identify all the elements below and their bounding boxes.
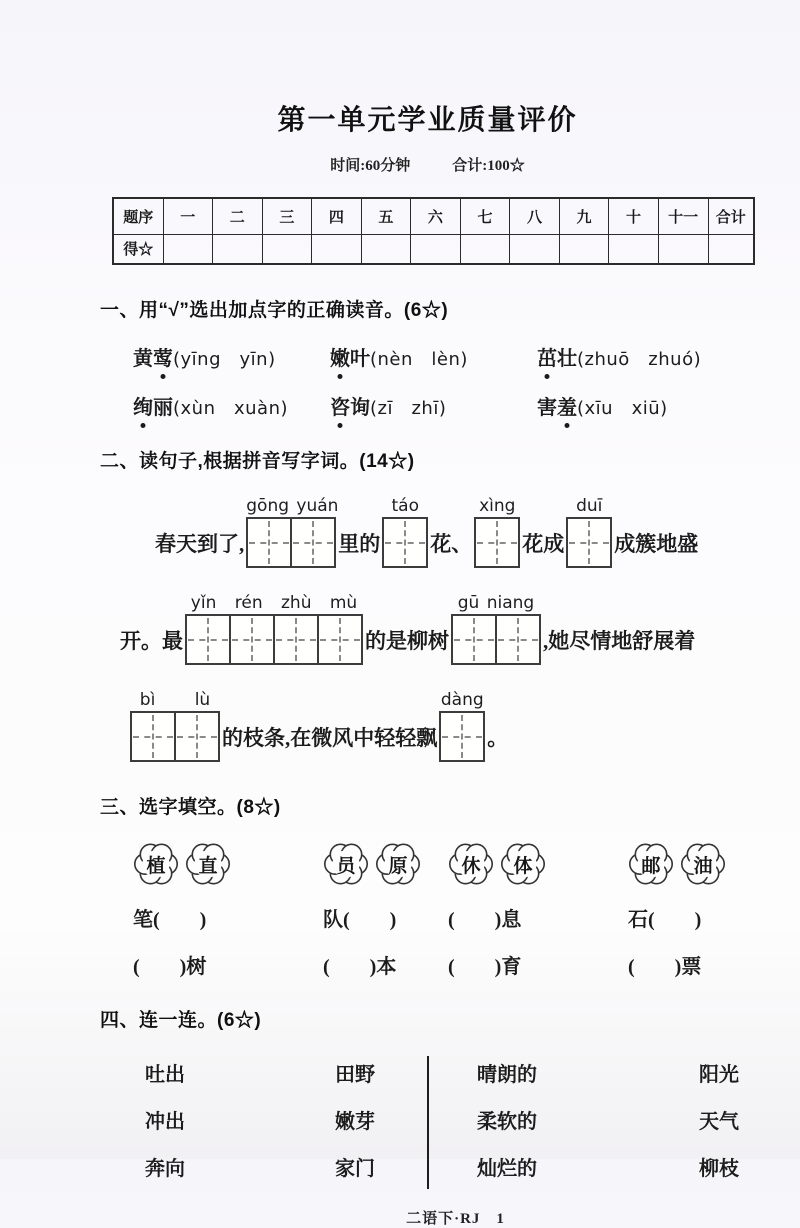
question-3-heading: 三、选字填空。(8☆) — [100, 797, 281, 818]
writing-box — [474, 517, 520, 568]
flower-char — [448, 841, 494, 887]
pinyin-options: (xùn xuàn) — [173, 398, 289, 419]
match-item: 阳光 — [699, 1064, 739, 1086]
match-item: 吐出 — [145, 1064, 185, 1086]
pinyin-options: (yīng yīn) — [173, 349, 276, 370]
flower-char-text: 原 — [388, 855, 408, 877]
sentence-text: 。 — [487, 725, 509, 750]
pinyin-label: dàng — [440, 690, 484, 710]
q3-fill-row-1 — [133, 903, 755, 932]
pinyin-label: táo — [391, 496, 419, 516]
word-part: 叶 — [350, 348, 370, 370]
fill-blank: 队( ) — [323, 909, 397, 931]
header-cell: 三 — [262, 198, 312, 234]
word-part: 害 — [537, 397, 557, 419]
header-cell: 六 — [411, 198, 461, 234]
score-cell — [213, 234, 263, 264]
flower-char-text: 体 — [513, 855, 533, 877]
flower-char — [375, 841, 421, 887]
fill-blank: ( )育 — [448, 956, 522, 978]
flower-char-text: 植 — [146, 855, 166, 877]
q4-column-verbs — [145, 1052, 335, 1193]
score-cell — [361, 234, 411, 264]
dotted-char: 绚 — [133, 391, 153, 420]
pinyin-label: gū niang — [457, 593, 535, 613]
word-part: 丽 — [153, 397, 173, 419]
write-box-group — [185, 593, 363, 665]
box-row — [451, 614, 541, 665]
pinyin-label: yǐn rén zhù mù — [190, 593, 358, 613]
flower-pair — [133, 841, 323, 887]
score-cell — [262, 234, 312, 264]
match-item: 天气 — [699, 1111, 739, 1133]
writing-box — [130, 711, 176, 762]
flower-char — [185, 841, 231, 887]
question-1-heading: 一、用“√”选出加点字的正确读音。(6☆) — [100, 300, 449, 321]
match-item: 灿烂的 — [477, 1158, 537, 1180]
flower-char — [680, 841, 726, 887]
flower-pair — [448, 841, 628, 887]
word-part: 壮 — [557, 348, 577, 370]
q1-row-1 — [133, 342, 755, 371]
sentence-text: 里的 — [338, 531, 381, 556]
q3-fill-row-2 — [133, 950, 755, 979]
sentence-text: 的枝条,在微风中轻轻飘 — [222, 725, 438, 750]
pinyin-options: (xīu xiū) — [577, 398, 668, 419]
fill-blank: ( )本 — [323, 956, 397, 978]
flower-char-text: 员 — [336, 855, 356, 877]
box-row — [382, 517, 428, 568]
q2-line-1 — [155, 496, 755, 568]
sentence-text: 的是柳树 — [365, 628, 449, 653]
dotted-char: 茁 — [537, 342, 557, 371]
writing-box — [451, 614, 497, 665]
exam-meta — [100, 154, 755, 175]
write-box-group — [451, 593, 541, 665]
page-footer: 二语下·RJ 1 — [406, 1211, 505, 1227]
question-1 — [100, 295, 755, 420]
writing-box — [495, 614, 541, 665]
score-cell — [658, 234, 708, 264]
flower-pair — [628, 841, 755, 887]
fill-blank: ( )息 — [448, 909, 522, 931]
write-box-group — [439, 690, 485, 762]
header-cell: 题序 — [113, 198, 163, 234]
match-item: 嫩芽 — [335, 1111, 375, 1133]
header-cell: 一 — [163, 198, 213, 234]
dotted-char: 嫩 — [330, 342, 350, 371]
pinyin-options: (zī zhī) — [370, 398, 447, 419]
q2-line-3 — [128, 690, 755, 762]
score-table — [112, 197, 755, 265]
header-cell: 八 — [510, 198, 560, 234]
sentence-text: ,她尽情地舒展着 — [543, 628, 696, 653]
vertical-divider — [427, 1056, 429, 1189]
write-box-group — [382, 496, 428, 568]
writing-box — [185, 614, 231, 665]
match-item: 田野 — [335, 1064, 375, 1086]
q1-item — [133, 391, 330, 420]
header-cell: 七 — [460, 198, 510, 234]
score-cell — [609, 234, 659, 264]
header-cell: 二 — [213, 198, 263, 234]
question-3 — [100, 792, 755, 979]
box-row — [130, 711, 220, 762]
match-item: 晴朗的 — [477, 1064, 537, 1086]
q1-item — [330, 391, 537, 420]
q1-item — [537, 391, 668, 420]
writing-box — [174, 711, 220, 762]
flower-pair — [323, 841, 448, 887]
flower-char — [628, 841, 674, 887]
word-part: 黄 — [133, 348, 153, 370]
question-2-heading: 二、读句子,根据拼音写字词。(14☆) — [100, 451, 415, 472]
pinyin-label: bì lù — [139, 690, 211, 710]
q4-column-adjectives — [477, 1052, 699, 1193]
q1-item — [330, 342, 537, 371]
box-row — [246, 517, 336, 568]
flower-char-text: 休 — [461, 855, 481, 877]
box-row — [185, 614, 363, 665]
writing-box — [317, 614, 363, 665]
writing-box — [290, 517, 336, 568]
score-cell — [411, 234, 461, 264]
match-item: 家门 — [335, 1158, 375, 1180]
writing-box — [566, 517, 612, 568]
word-part: 询 — [350, 397, 370, 419]
write-box-group — [566, 496, 612, 568]
score-row-label: 得☆ — [113, 234, 163, 264]
score-cell — [312, 234, 362, 264]
flower-char — [323, 841, 369, 887]
q1-row-2 — [133, 391, 755, 420]
q2-line-2 — [120, 593, 755, 665]
q3-flower-row — [133, 841, 755, 887]
q4-column-nouns — [335, 1052, 427, 1193]
flower-char-text: 油 — [693, 855, 713, 877]
fill-blank: ( )树 — [133, 956, 207, 978]
dotted-char: 咨 — [330, 391, 350, 420]
total-label: 合计:100☆ — [452, 158, 525, 174]
write-box-group — [474, 496, 520, 568]
q1-item — [133, 342, 330, 371]
question-4-heading: 四、连一连。(6☆) — [100, 1010, 262, 1031]
pinyin-label: gōng yuán — [246, 496, 339, 516]
score-cell — [559, 234, 609, 264]
score-table-header-row — [113, 198, 754, 234]
flower-char-text: 直 — [198, 855, 218, 877]
match-item: 柔软的 — [477, 1111, 537, 1133]
writing-box — [229, 614, 275, 665]
write-box-group — [246, 496, 339, 568]
writing-box — [382, 517, 428, 568]
match-item: 奔向 — [145, 1158, 185, 1180]
score-cell — [708, 234, 754, 264]
score-table-score-row — [113, 234, 754, 264]
dotted-char: 羞 — [557, 391, 577, 420]
pinyin-label: duī — [576, 496, 603, 516]
match-item: 冲出 — [145, 1111, 185, 1133]
flower-char — [133, 841, 179, 887]
flower-char — [500, 841, 546, 887]
sentence-text: 花、 — [430, 531, 473, 556]
pinyin-label: xìng — [479, 496, 516, 516]
dotted-char: 莺 — [153, 342, 173, 371]
sentence-text: 开。最 — [120, 628, 183, 653]
q4-matching-area — [145, 1052, 755, 1193]
write-box-group — [130, 690, 220, 762]
question-4 — [100, 1005, 755, 1193]
pinyin-options: (zhuō zhuó) — [577, 349, 702, 370]
sentence-text: 花成 — [522, 531, 565, 556]
match-item: 柳枝 — [699, 1158, 739, 1180]
question-2 — [100, 446, 755, 762]
box-row — [439, 711, 485, 762]
score-cell — [510, 234, 560, 264]
header-cell: 合计 — [708, 198, 754, 234]
score-cell — [163, 234, 213, 264]
sentence-text: 春天到了, — [155, 531, 245, 556]
page-title: 第一单元学业质量评价 — [277, 105, 578, 136]
box-row — [474, 517, 520, 568]
q4-column-nouns2 — [699, 1052, 755, 1193]
fill-blank: 石( ) — [628, 909, 702, 931]
writing-box — [246, 517, 292, 568]
header-cell: 九 — [559, 198, 609, 234]
header-cell: 十 — [609, 198, 659, 234]
fill-blank: ( )票 — [628, 956, 702, 978]
writing-box — [439, 711, 485, 762]
sentence-text: 成簇地盛 — [614, 531, 699, 556]
pinyin-options: (nèn lèn) — [370, 349, 468, 370]
writing-box — [273, 614, 319, 665]
header-cell: 四 — [312, 198, 362, 234]
flower-char-text: 邮 — [641, 855, 661, 877]
header-cell: 五 — [361, 198, 411, 234]
box-row — [566, 517, 612, 568]
time-label: 时间:60分钟 — [330, 158, 411, 174]
score-cell — [460, 234, 510, 264]
q1-item — [537, 342, 701, 371]
header-cell: 十一 — [658, 198, 708, 234]
fill-blank: 笔( ) — [133, 909, 207, 931]
